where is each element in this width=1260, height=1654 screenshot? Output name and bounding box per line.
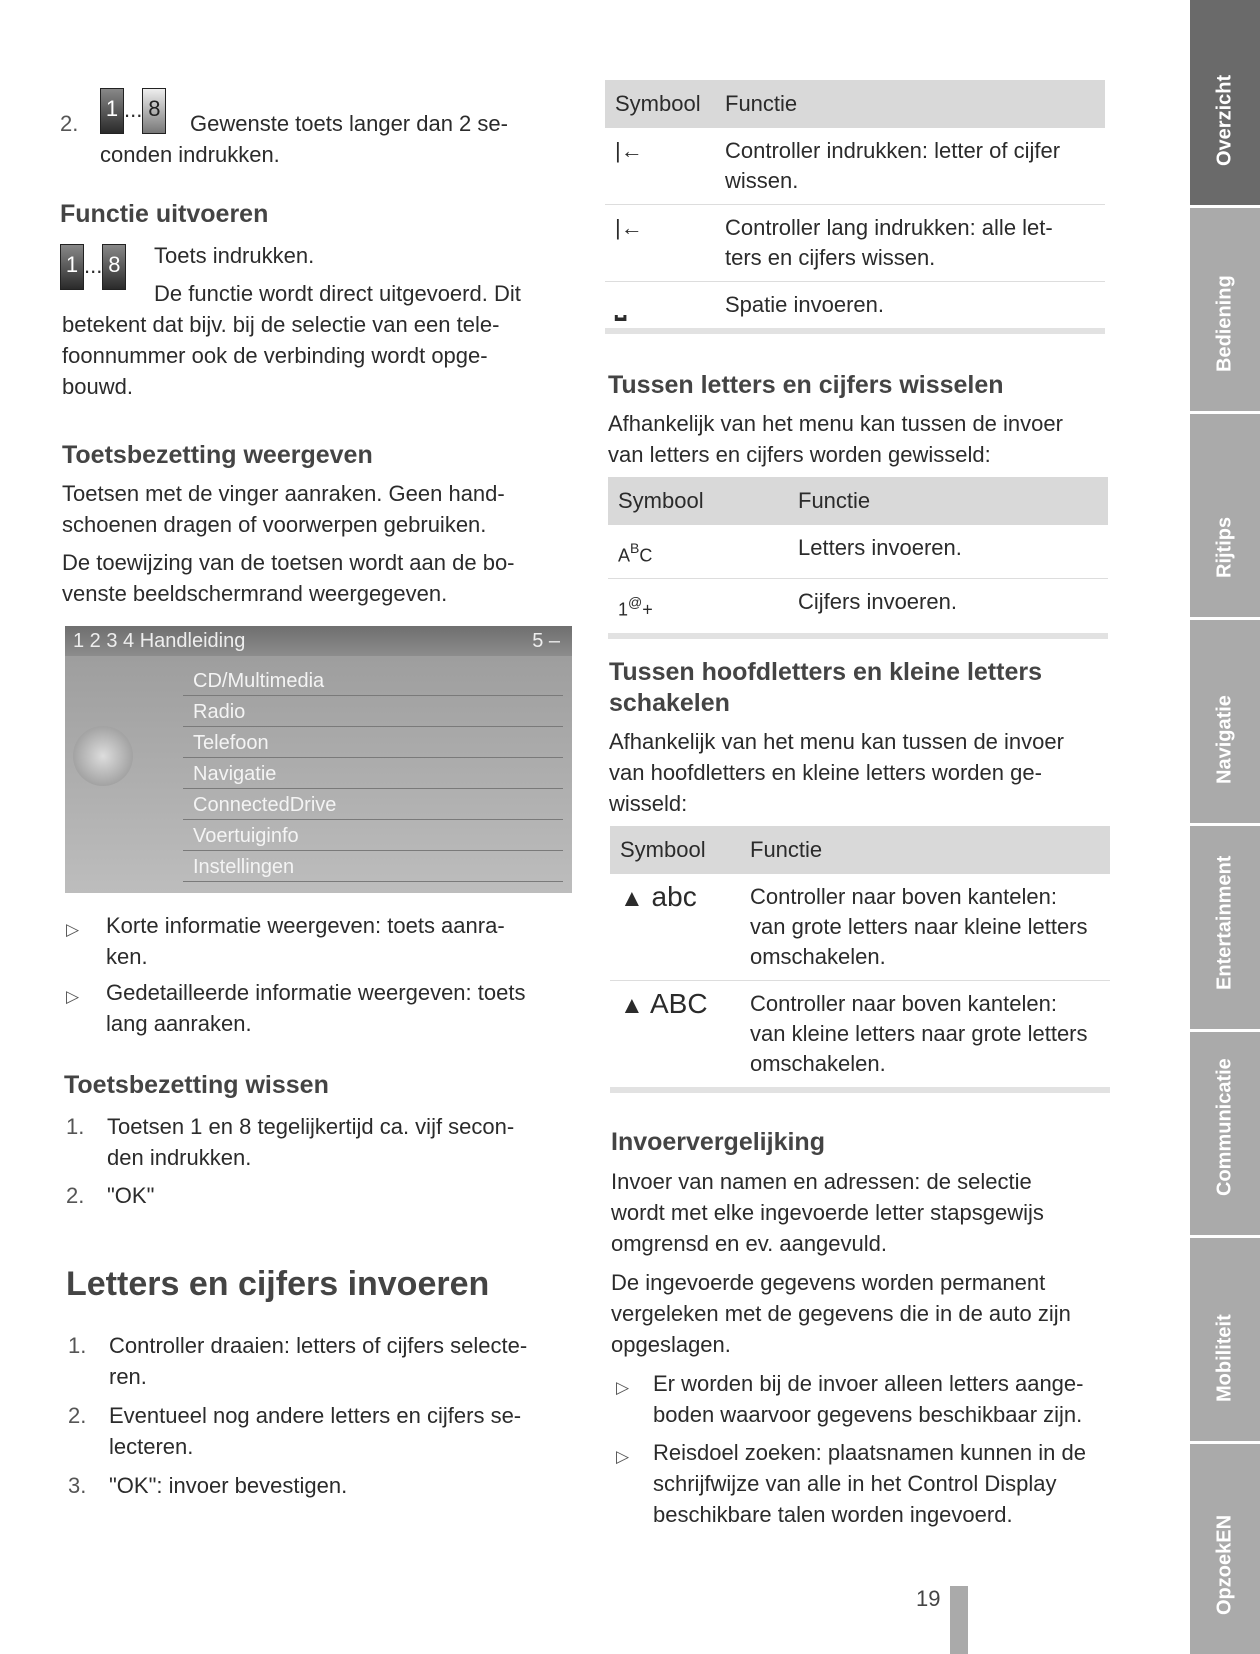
letters-mode-icon: $A^BC$: [608, 525, 788, 579]
backspace-icon: |←: [605, 205, 715, 282]
wissen-step: Toetsen 1 en 8 tegelijkertijd ca. vijf secon- den indrukken.: [107, 1114, 515, 1170]
controller-knob-icon: [73, 726, 133, 786]
tab-navigatie[interactable]: Navigatie: [1190, 620, 1260, 826]
heading-toetsbezetting-weergeven: Toetsbezetting weergeven: [62, 441, 373, 469]
key-1-icon: 1: [60, 244, 84, 290]
tab-entertainment[interactable]: Entertainment: [1190, 826, 1260, 1032]
screen-menu-item: Telefoon: [183, 728, 563, 758]
key-1-icon: 1: [100, 88, 124, 134]
tab-rijtips[interactable]: Rijtips: [1190, 414, 1260, 620]
bullet-marker-icon: ▷: [66, 920, 80, 939]
col-header-function: Functie: [715, 80, 1105, 128]
tab-bediening[interactable]: Bediening: [1190, 208, 1260, 414]
screen-menu-item: Instellingen: [183, 852, 563, 882]
invoer-para1: Invoer van namen en adressen: de selectie wordt met elke ingevoerde letter stapsgewijs omgrensd en ev. aangevuld.: [611, 1169, 1044, 1256]
ellipsis: ...: [84, 252, 103, 278]
step-number: 3.: [68, 1473, 87, 1498]
tab-communicatie[interactable]: Communicatie: [1190, 1032, 1260, 1238]
letters-step: Eventueel nog andere letters en cijfers se- lecteren.: [109, 1403, 522, 1459]
function-cell: Controller indrukken: letter of cijfer wissen.: [715, 128, 1105, 205]
bullet-item: Gedetailleerde informatie weergeven: toets lang aanraken.: [106, 980, 526, 1036]
functie-key-range: [60, 244, 126, 290]
space-icon: ⎵: [605, 282, 715, 332]
symbol-table-delete: [605, 80, 1105, 334]
screen-topbar-text: 1 2 3 4 Handleiding: [73, 630, 246, 652]
symbol-table-mode: [608, 477, 1108, 639]
col-header-symbol: Symbool: [608, 477, 788, 525]
page-number: 19: [916, 1586, 941, 1611]
heading-hoofdletters-schakelen: Tussen hoofdletters en kleine letters schakelen: [609, 658, 1042, 717]
col-header-function: Functie: [788, 477, 1108, 525]
wisselen-para: Afhankelijk van het menu kan tussen de invoer van letters en cijfers worden gewisseld:: [608, 411, 1063, 467]
control-display-screenshot: [65, 626, 572, 893]
weergeven-para1: Toetsen met de vinger aanraken. Geen hand- schoenen dragen of voorwerpen gebruiken.: [62, 481, 505, 537]
col-header-symbol: Symbool: [610, 826, 740, 874]
step-number: 2.: [68, 1403, 87, 1428]
functie-line2: De functie wordt direct uitgevoerd. Dit: [154, 281, 521, 306]
heading-invoervergelijking: Invoervergelijking: [611, 1128, 825, 1156]
screen-menu-item: Navigatie: [183, 759, 563, 789]
symbol-table-case: [610, 826, 1110, 1093]
bullet-marker-icon: ▷: [616, 1447, 630, 1466]
bullet-marker-icon: ▷: [616, 1378, 630, 1397]
col-header-function: Functie: [740, 826, 1110, 874]
tab-mobiliteit[interactable]: Mobiliteit: [1190, 1238, 1260, 1444]
screen-menu-item: Voertuiginfo: [183, 821, 563, 851]
bullet-item: Er worden bij de invoer alleen letters aange- boden waarvoor gegevens beschikbaar zijn.: [653, 1371, 1084, 1427]
bullet-item: Korte informatie weergeven: toets aanra- ken.: [106, 913, 505, 969]
step2-text-cont: conden indrukken.: [100, 142, 280, 167]
case-upper-icon: ▲ ABC: [610, 981, 740, 1091]
screen-menu-item: ConnectedDrive: [183, 790, 563, 820]
heading-functie-uitvoeren: Functie uitvoeren: [60, 200, 269, 228]
key-8-icon: 8: [142, 88, 166, 134]
heading-letters-en-cijfers: Letters en cijfers invoeren: [66, 1265, 490, 1303]
screen-menu-item: CD/Multimedia: [183, 666, 563, 696]
step-number: 1.: [68, 1333, 87, 1358]
functie-body: betekent dat bijv. bij de selectie van een tele- foonnummer ook de verbinding wordt opge- bouwd.: [62, 312, 500, 399]
weergeven-para2: De toewijzing van de toetsen wordt aan de bo- venste beeldschermrand weergegeven.: [62, 550, 515, 606]
tab-overzicht[interactable]: Overzicht: [1190, 0, 1260, 208]
screen-topbar: [65, 626, 572, 656]
key-8-icon: 8: [102, 244, 126, 290]
letters-step: Controller draaien: letters of cijfers selecte- ren.: [109, 1333, 528, 1389]
heading-letters-cijfers-wisselen: Tussen letters en cijfers wisselen: [608, 371, 1004, 399]
triangle-up-icon: ▲: [620, 885, 644, 912]
heading-toetsbezetting-wissen: Toetsbezetting wissen: [64, 1071, 329, 1099]
ellipsis: ...: [124, 96, 143, 122]
screen-menu-item: Radio: [183, 697, 563, 727]
step-number: 1.: [66, 1114, 85, 1139]
tab-opzoeken[interactable]: OpzoekEN: [1190, 1444, 1260, 1654]
function-cell: Controller lang indrukken: alle let- ters en cijfers wissen.: [715, 205, 1105, 282]
function-cell: Controller naar boven kantelen: van grote letters naar kleine letters omschakelen.: [740, 874, 1110, 981]
key-range: [100, 88, 166, 134]
invoer-para2: De ingevoerde gegevens worden permanent vergeleken met de gegevens die in de auto zijn opgeslagen.: [611, 1270, 1071, 1357]
col-header-symbol: Symbool: [605, 80, 715, 128]
screen-topbar-right: 5 –: [532, 630, 560, 652]
function-cell: Spatie invoeren.: [715, 282, 1105, 332]
digits-mode-icon: 1@+: [608, 579, 788, 636]
triangle-up-icon: ▲: [620, 992, 644, 1019]
case-lower-icon: ▲ abc: [610, 874, 740, 981]
bullet-marker-icon: ▷: [66, 987, 80, 1006]
page-marker-bar: [950, 1586, 968, 1654]
bullet-item: Reisdoel zoeken: plaatsnamen kunnen in de schrijfwijze van alle in het Control Display beschikbare talen worden ingevoerd.: [653, 1440, 1086, 1527]
step-number: 2.: [66, 1183, 85, 1208]
schakelen-para: Afhankelijk van het menu kan tussen de invoer van hoofdletters en kleine letters worden ge- wisseld:: [609, 729, 1064, 816]
function-cell: Cijfers invoeren.: [788, 579, 1108, 636]
step2-text: Gewenste toets langer dan 2 se-: [190, 111, 508, 136]
function-cell: Controller naar boven kantelen: van kleine letters naar grote letters omschakelen.: [740, 981, 1110, 1091]
letters-step: "OK": invoer bevestigen.: [109, 1473, 348, 1498]
backspace-icon: |←: [605, 128, 715, 205]
function-cell: Letters invoeren.: [788, 525, 1108, 579]
functie-line1: Toets indrukken.: [154, 243, 315, 268]
wissen-step: "OK": [107, 1183, 155, 1208]
step-number: 2.: [60, 111, 79, 136]
